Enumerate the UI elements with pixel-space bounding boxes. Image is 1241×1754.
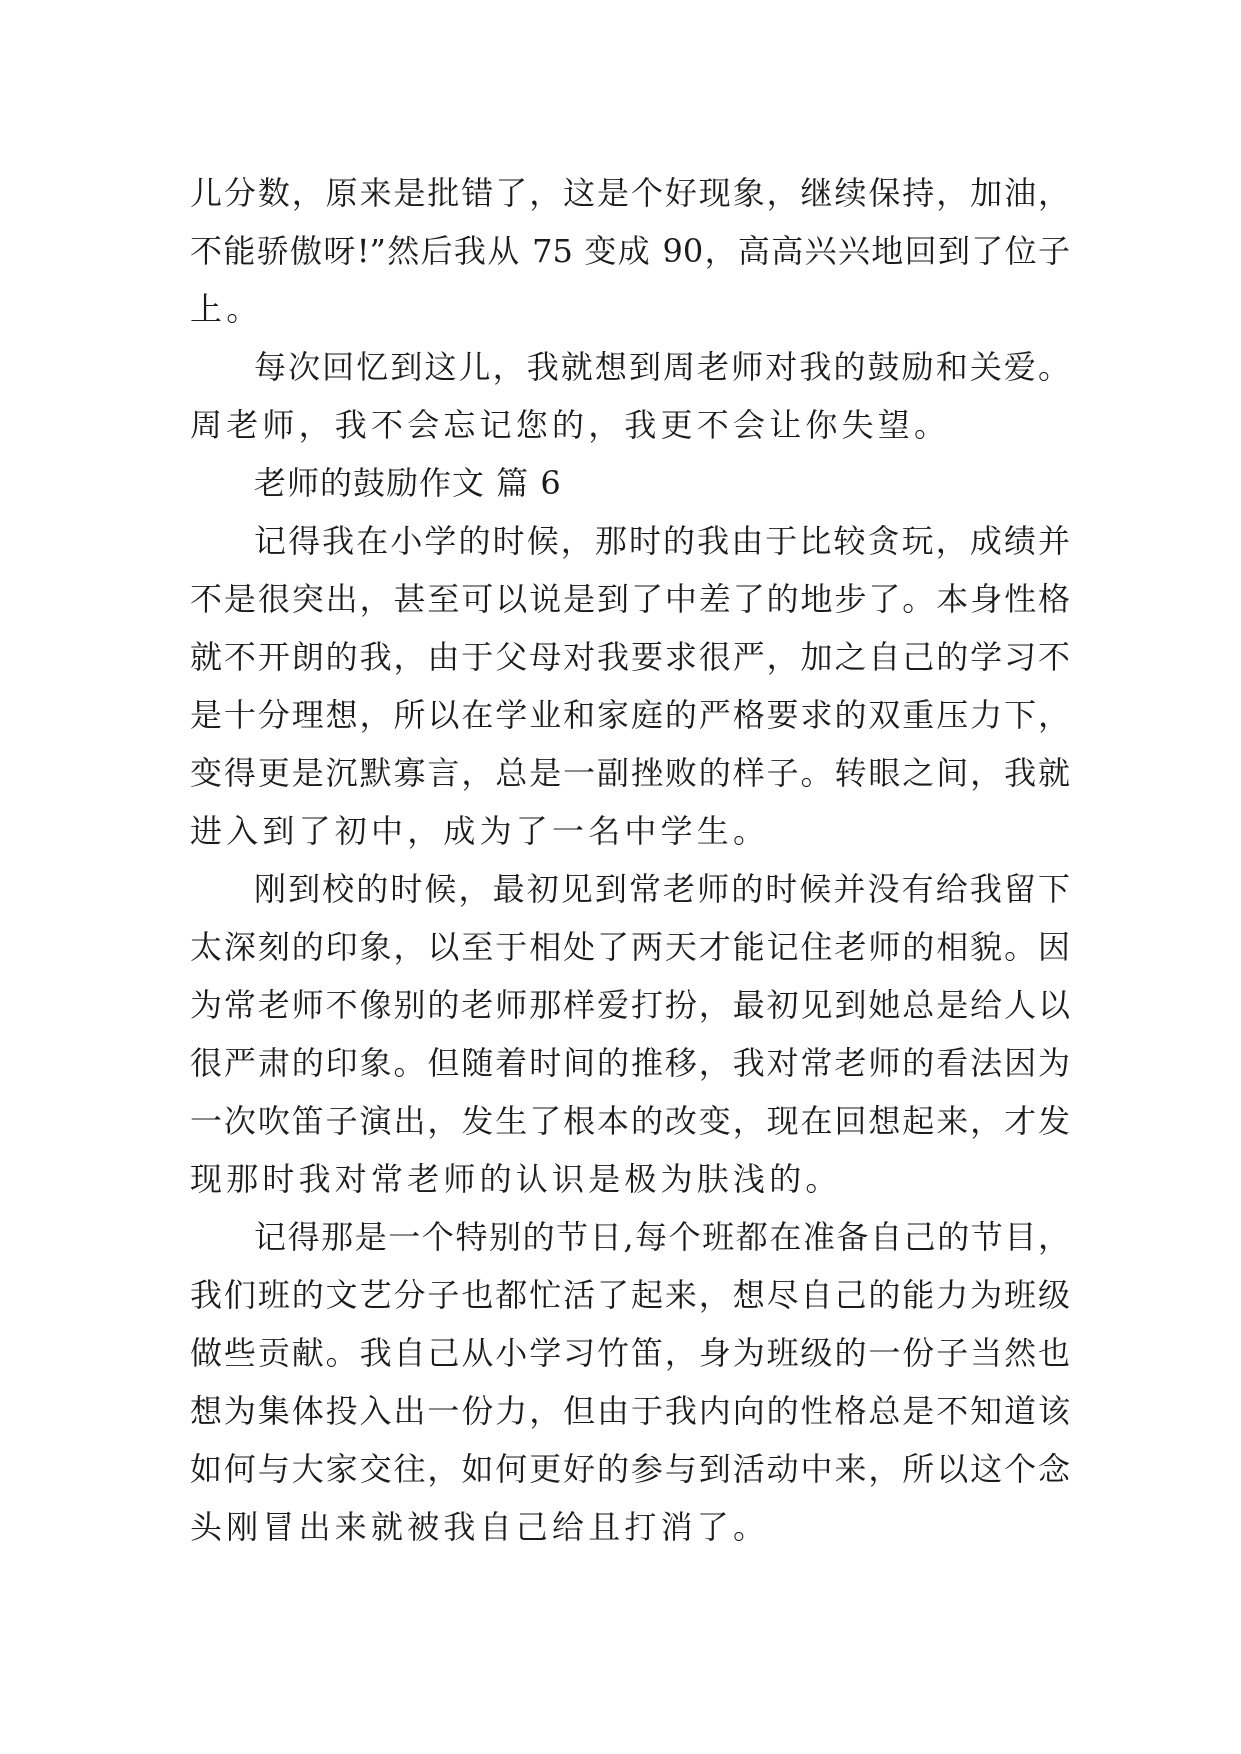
text-line: 如何与大家交往，如何更好的参与到活动中来，所以这个念 [190, 1450, 1070, 1488]
text-line: 记得那是一个特别的节日,每个班都在准备自己的节目， [254, 1218, 1070, 1256]
text-line: 就不开朗的我，由于父母对我要求很严，加之自己的学习不 [190, 638, 1070, 676]
text-line: 太深刻的印象，以至于相处了两天才能记住老师的相貌。因 [190, 928, 1070, 966]
text-column [190, 164, 1070, 1556]
text-line: 上。 [190, 290, 263, 328]
section-heading [190, 454, 1070, 512]
paragraph [190, 512, 1070, 860]
text-line: 一次吹笛子演出，发生了根本的改变，现在回想起来，才发 [190, 1102, 1070, 1140]
text-line: 不是很突出，甚至可以说是到了中差了的地步了。本身性格 [190, 580, 1070, 618]
paragraph [190, 1208, 1070, 1556]
text-line: 不能骄傲呀!”然后我从 75 变成 90，高高兴兴地回到了位子 [190, 232, 1070, 270]
text-line: 每次回忆到这儿，我就想到周老师对我的鼓励和关爱。 [254, 348, 1070, 386]
text-line: 记得我在小学的时候，那时的我由于比较贪玩，成绩并 [254, 522, 1070, 560]
text-line: 为常老师不像别的老师那样爱打扮，最初见到她总是给人以 [190, 986, 1070, 1024]
text-line: 很严肃的印象。但随着时间的推移，我对常老师的看法因为 [190, 1044, 1070, 1082]
text-line: 做些贡献。我自己从小学习竹笛，身为班级的一份子当然也 [190, 1334, 1070, 1372]
text-line: 想为集体投入出一份力，但由于我内向的性格总是不知道该 [190, 1392, 1070, 1430]
text-line: 我们班的文艺分子也都忙活了起来，想尽自己的能力为班级 [190, 1276, 1070, 1314]
text-line: 周老师，我不会忘记您的，我更不会让你失望。 [190, 406, 951, 444]
text-line: 变得更是沉默寡言，总是一副挫败的样子。转眼之间，我就 [190, 754, 1070, 792]
text-line: 进入到了初中，成为了一名中学生。 [190, 812, 770, 850]
paragraph [190, 860, 1070, 1208]
text-line: 是十分理想，所以在学业和家庭的严格要求的双重压力下， [190, 696, 1070, 734]
text-line: 现那时我对常老师的认识是极为肤浅的。 [190, 1160, 842, 1198]
heading-text: 老师的鼓励作文 篇 6 [254, 464, 562, 502]
paragraph [190, 338, 1070, 454]
paragraph [190, 164, 1070, 338]
text-line: 儿分数，原来是批错了，这是个好现象，继续保持，加油， [190, 174, 1070, 212]
text-line: 刚到校的时候，最初见到常老师的时候并没有给我留下 [254, 870, 1070, 908]
text-line: 头刚冒出来就被我自己给且打消了。 [190, 1508, 770, 1546]
